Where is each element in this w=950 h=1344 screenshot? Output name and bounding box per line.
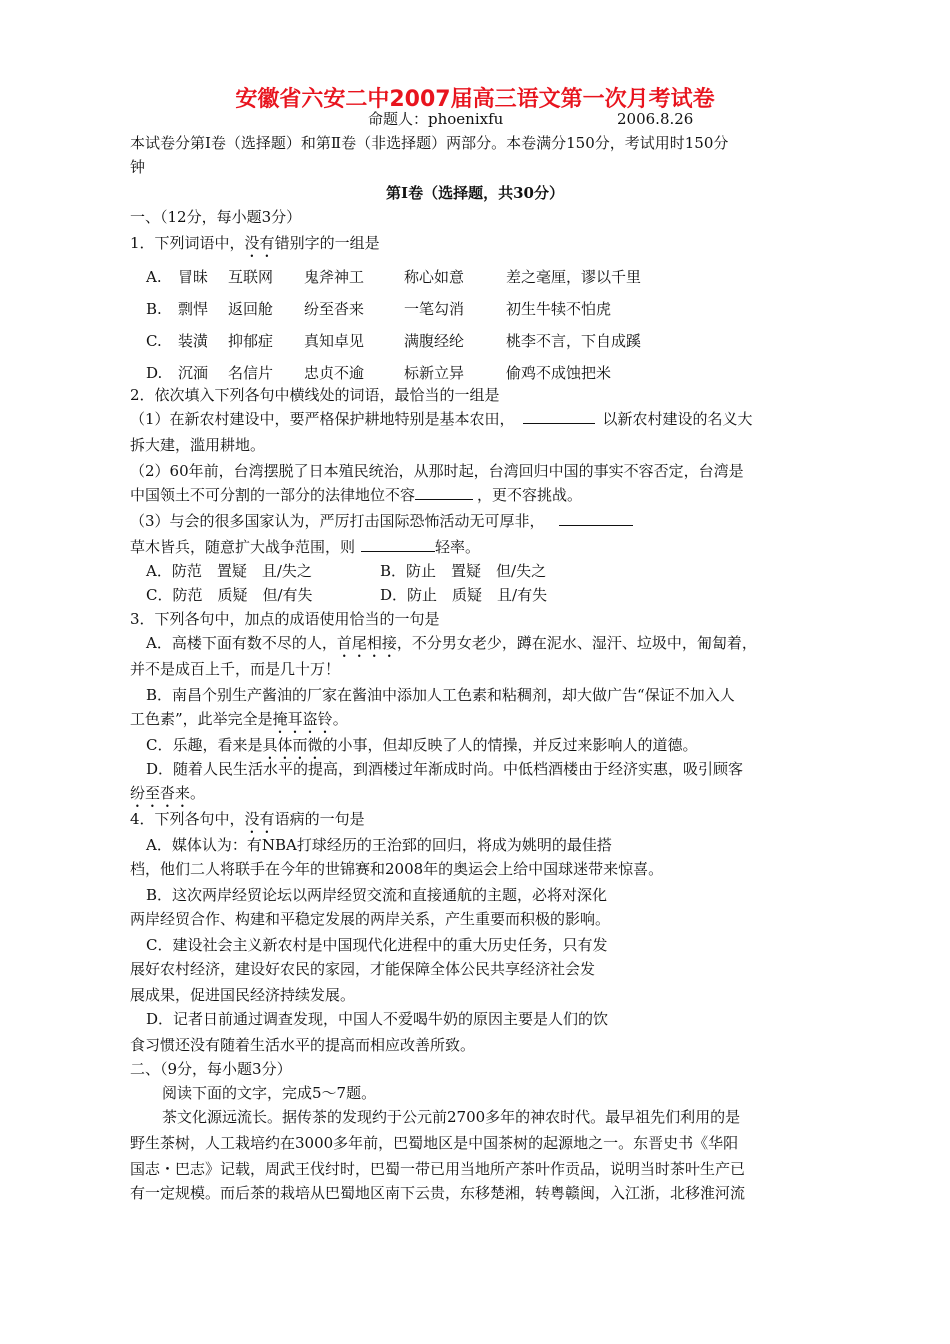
option-item: 忠贞不逾 xyxy=(304,364,365,382)
q2-s3-text-c: 轻率。 xyxy=(435,538,481,556)
q2-s1-text-b: 以新农村建设的名义大 xyxy=(602,410,753,428)
section-1-heading: 第Ⅰ卷（选择题，共30分） xyxy=(386,184,564,202)
q2-sentence-1 xyxy=(130,408,753,430)
option-item: 剽悍 xyxy=(178,300,209,318)
q3-d-text-b: 。 xyxy=(190,784,206,802)
q3-a-text-b: ，不分男女老少，蹲在泥水、湿汗、垃圾中，匍匐着， xyxy=(396,634,757,652)
option-item: 互联网 xyxy=(228,268,274,286)
q2-option-d: D．防止 质疑 且/有失 xyxy=(380,586,548,604)
part-2-heading: 二、（9分，每小题3分） xyxy=(130,1060,292,1078)
q4-stem-a: 4．下列各句中， xyxy=(130,810,245,828)
passage-line-3: 国志・巴志》记载，周武王伐纣时，巴蜀一带已用当地所产茶叶作贡品，说明当时茶叶生产已 xyxy=(130,1160,746,1178)
q4-d-line-2: 食习惯还没有随着生活水平的提高而相应改善所致。 xyxy=(130,1036,476,1054)
q3-option-b: B．南昌个别生产酱油的厂家在酱油中添加人工色素和粘稠剂，却大做广告“保证不加入人 xyxy=(146,686,735,704)
option-item: 名信片 xyxy=(228,364,274,382)
answer-blank xyxy=(415,485,473,500)
q2-s2-text-c: ，更不容挑战。 xyxy=(477,486,583,504)
q3-d-idiom: 纷至沓来 xyxy=(130,784,191,802)
q2-option-b: B．防止 置疑 但/失之 xyxy=(380,562,547,580)
q2-sentence-3 xyxy=(130,510,633,532)
q1-option-a xyxy=(0,266,950,288)
q2-s3-text-a: （3）与会的很多国家认为，严厉打击国际恐怖活动无可厚非， xyxy=(130,512,545,530)
q2-option-a: A．防范 置疑 且/失之 xyxy=(146,562,312,580)
q3-c-text-b: 的小事，但却反映了人的情操，并反过来影响人的道德。 xyxy=(322,736,698,754)
option-item: 称心如意 xyxy=(404,268,465,286)
q3-b-text: 工色素”，此举完全是 xyxy=(130,710,273,728)
q4-a-line-2: 档，他们二人将联手在今年的世锦赛和2008年的奥运会上给中国球迷带来惊喜。 xyxy=(130,860,664,878)
q1-stem xyxy=(130,232,380,261)
q2-s1-text-a: （1）在新农村建设中，要严格保护耕地特别是基本农田， xyxy=(130,410,515,428)
option-item: 标新立异 xyxy=(404,364,465,382)
passage-line-1: 茶文化源远流长。据传茶的发现约于公元前2700多年的神农时代。最早祖先们利用的是 xyxy=(162,1108,741,1126)
q3-a-text: A．高楼下面有数不尽的人， xyxy=(146,634,337,652)
q3-option-a xyxy=(146,632,757,661)
option-item: 初生牛犊不怕虎 xyxy=(506,300,612,318)
option-letter: A. xyxy=(146,268,162,286)
option-item: 冒昧 xyxy=(178,268,209,286)
q3-option-d: D．随着人民生活水平的提高，到酒楼过年渐成时尚。中低档酒楼由于经济实惠，吸引顾客 xyxy=(146,760,744,778)
q3-b-text-b: 。 xyxy=(332,710,348,728)
option-item: 差之毫厘，谬以千里 xyxy=(506,268,642,286)
q3-c-text: C．乐趣，看来是 xyxy=(146,736,263,754)
option-item: 沉湎 xyxy=(178,364,209,382)
q4-option-c: C．建设社会主义新农村是中国现代化进程中的重大历史任务，只有发 xyxy=(146,936,608,954)
q4-option-d: D．记者日前通过调查发现，中国人不爱喝牛奶的原因主要是人们的饮 xyxy=(146,1010,609,1028)
q2-s1-text-c: 拆大建，滥用耕地。 xyxy=(130,436,266,454)
q3-stem: 3．下列各句中，加点的成语使用恰当的一句是 xyxy=(130,610,440,628)
author-label: 命题人：phoenixfu xyxy=(368,110,504,128)
q3-a-idiom: 首尾相接 xyxy=(336,634,397,652)
q4-option-b: B．这次两岸经贸论坛以两岸经贸交流和直接通航的主题，必将对深化 xyxy=(146,886,608,904)
option-letter: B. xyxy=(146,300,162,318)
option-item: 真知卓见 xyxy=(304,332,365,350)
option-item: 装潢 xyxy=(178,332,209,350)
q1-option-c xyxy=(0,330,950,352)
q1-option-d xyxy=(0,362,950,384)
q3-d-line-2 xyxy=(130,782,205,811)
q4-stem xyxy=(130,808,365,837)
exam-date: 2006.8.26 xyxy=(617,110,694,128)
part-2-instruction: 阅读下面的文字，完成5～7题。 xyxy=(162,1084,377,1102)
q3-c-idiom: 具体而微 xyxy=(262,736,323,754)
answer-blank xyxy=(559,511,633,526)
option-item: 满腹经纶 xyxy=(404,332,465,350)
option-item: 偷鸡不成蚀把米 xyxy=(506,364,612,382)
q4-stem-emphasis: 没有 xyxy=(244,810,275,828)
q2-stem: 2．依次填入下列各句中横线处的词语，最恰当的一组是 xyxy=(130,386,500,404)
passage-line-2: 野生茶树，人工栽培约在3000多年前，巴蜀地区是中国茶树的起源地之一。东晋史书《华阳 xyxy=(130,1134,739,1152)
option-item: 桃李不言，下自成蹊 xyxy=(506,332,642,350)
option-item: 返回舱 xyxy=(228,300,274,318)
q4-c-line-2: 展好农村经济，建设好农民的家园，才能保障全体公民共享经济社会发 xyxy=(130,960,596,978)
answer-blank xyxy=(361,537,435,552)
q4-c-line-3: 展成果，促进国民经济持续发展。 xyxy=(130,986,356,1004)
q1-option-b xyxy=(0,298,950,320)
option-item: 纷至沓来 xyxy=(304,300,365,318)
q4-stem-b: 语病的一句是 xyxy=(274,810,365,828)
q2-option-c: C．防范 质疑 但/有失 xyxy=(146,586,313,604)
q3-b-idiom: 掩耳盗铃 xyxy=(272,710,333,728)
intro-line-1: 本试卷分第Ⅰ卷（选择题）和第Ⅱ卷（非选择题）两部分。本卷满分150分，考试用时150分 xyxy=(130,134,729,152)
intro-line-2: 钟 xyxy=(130,158,146,176)
q1-stem-emphasis: 没有 xyxy=(244,234,275,252)
q4-option-a: A．媒体认为：有NBA打球经历的王治郅的回归，将成为姚明的最佳搭 xyxy=(146,836,612,854)
q2-sentence-3-cont xyxy=(130,536,480,558)
exam-title: 安徽省六安二中2007届高三语文第一次月考试卷 xyxy=(235,87,715,112)
q2-s2-text-a: （2）60年前，台湾摆脱了日本殖民统治，从那时起，台湾回归中国的事实不容否定，台湾是 xyxy=(130,462,744,480)
q1-stem-a: 1．下列词语中， xyxy=(130,234,245,252)
option-letter: C. xyxy=(146,332,162,350)
part-1-heading: 一、（12分，每小题3分） xyxy=(130,208,302,226)
option-letter: D. xyxy=(146,364,163,382)
q2-s3-text-b: 草木皆兵，随意扩大战争范围，则 xyxy=(130,538,356,556)
option-item: 抑郁症 xyxy=(228,332,274,350)
q3-a-line-2: 并不是成百上千，而是几十万！ xyxy=(130,660,341,678)
q2-sentence-2 xyxy=(130,484,582,506)
option-item: 一笔勾消 xyxy=(404,300,465,318)
option-item: 鬼斧神工 xyxy=(304,268,365,286)
passage-line-4: 有一定规模。而后茶的栽培从巴蜀地区南下云贵，东移楚湘，转粤赣闽，入江浙，北移淮河流 xyxy=(130,1184,746,1202)
q4-b-line-2: 两岸经贸合作、构建和平稳定发展的两岸关系，产生重要而积极的影响。 xyxy=(130,910,611,928)
q2-s2-text-b: 中国领土不可分割的一部分的法律地位不容 xyxy=(130,486,416,504)
answer-blank xyxy=(523,409,595,424)
q1-stem-b: 错别字的一组是 xyxy=(274,234,380,252)
q3-b-line-2 xyxy=(130,708,348,737)
